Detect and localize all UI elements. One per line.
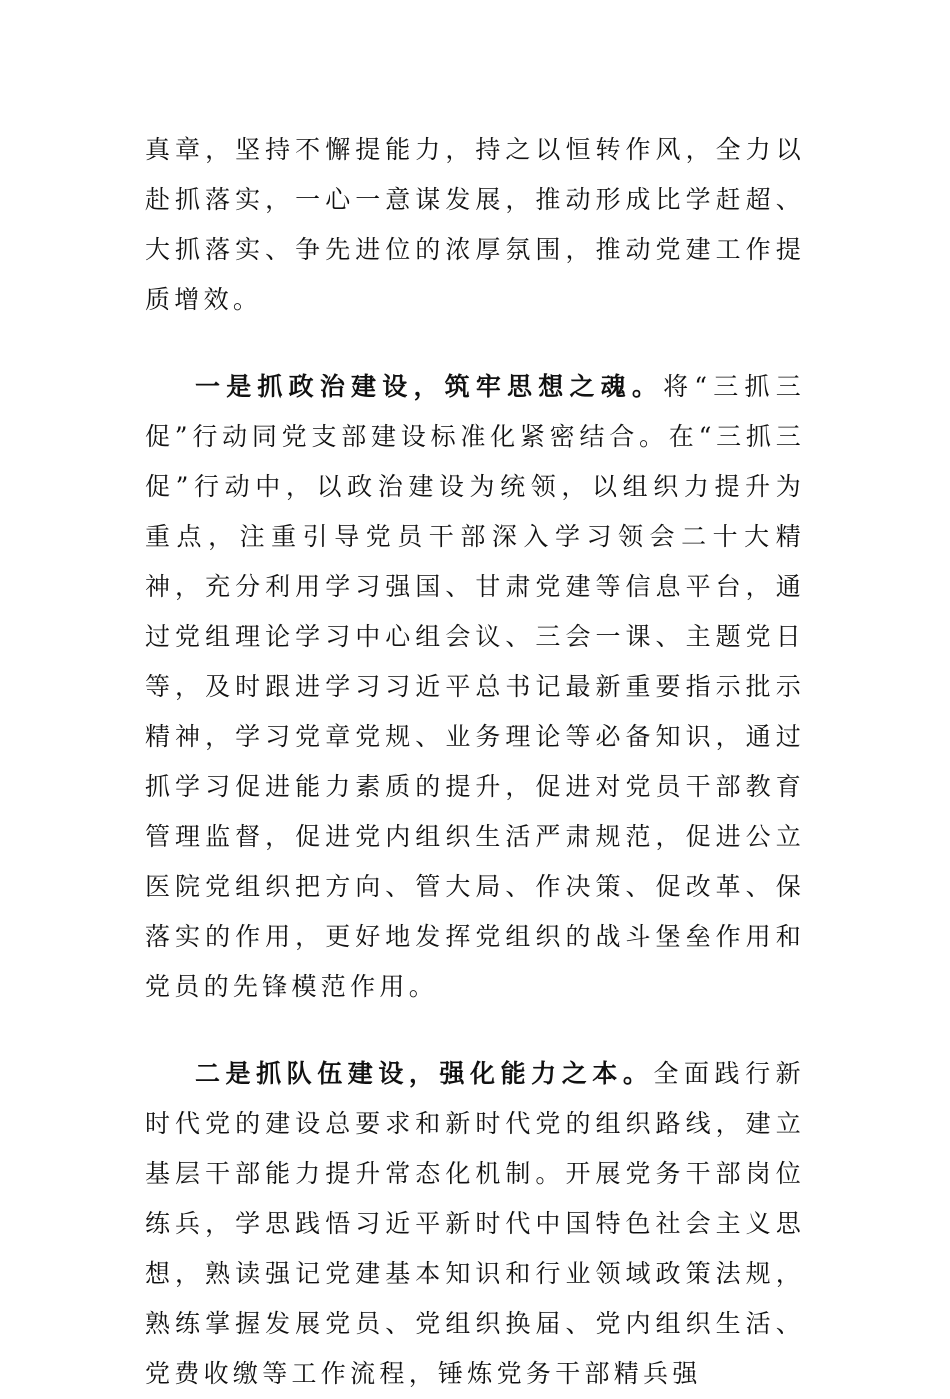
paragraph-political-building bbox=[145, 362, 805, 1012]
paragraph-continued bbox=[145, 125, 805, 325]
paragraph-spacer bbox=[145, 325, 805, 362]
document-body bbox=[145, 125, 805, 1399]
paragraph-text: 全面践行新时代党的建设总要求和新时代党的组织路线，建立基层干部能力提升常态化机制。开展党务干部岗位练兵，学思践悟习近平新时代中国特色社会主义思想，熟读强记党建基本知识和行业领域政策法规，熟练掌握发展党员、党组织换届、党内组织生活、党费收缴等工作流程，锤炼党务干部精兵强 bbox=[145, 1059, 805, 1388]
paragraph-text: 真章，坚持不懈提能力，持之以恒转作风，全力以赴抓落实，一心一意谋发展，推动形成比学赶超、大抓落实、争先进位的浓厚氛围，推动党建工作提质增效。 bbox=[145, 135, 805, 314]
paragraph-team-building bbox=[145, 1049, 805, 1399]
paragraph-text: 将“三抓三促”行动同党支部建设标准化紧密结合。在“三抓三促”行动中，以政治建设为统领，以组织力提升为重点，注重引导党员干部深入学习领会二十大精神，充分利用学习强国、甘肃党建等信息平台，通过党组理论学习中心组会议、三会一课、主题党日等，及时跟进学习习近平总书记最新重要指示批示精神，学习党章党规、业务理论等必备知识，通过抓学习促进能力素质的提升，促进对党员干部教育管理监督，促进党内组织生活严肃规范，促进公立医院党组织把方向、管大局、作决策、促改革、保落实的作用，更好地发挥党组织的战斗堡垒作用和党员的先锋模范作用。 bbox=[145, 372, 805, 1001]
paragraph-heading: 一是抓政治建设，筑牢思想之魂。 bbox=[195, 372, 664, 401]
paragraph-heading: 二是抓队伍建设，强化能力之本。 bbox=[195, 1059, 654, 1088]
paragraph-spacer bbox=[145, 1012, 805, 1049]
